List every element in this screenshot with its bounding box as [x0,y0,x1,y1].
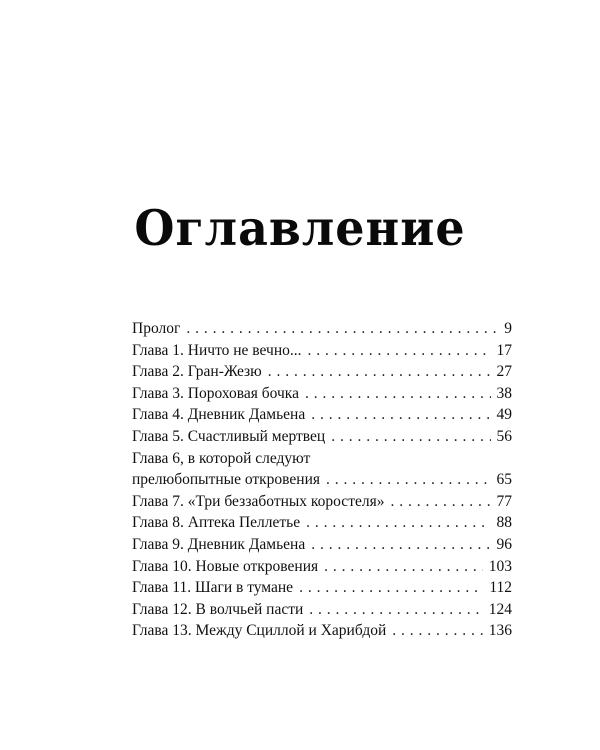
toc-entry-page: 38 [496,384,512,402]
toc-entry-page: 56 [496,427,512,445]
toc-entry-label: Глава 5. Счастливый мертвец [132,427,326,445]
toc-entry-page: 103 [488,557,512,575]
toc-entry-chapter-10 [132,556,512,578]
toc-entry-page: 17 [496,341,512,359]
toc-entry-page: 124 [488,600,512,618]
toc-entry-label: Глава 10. Новые откровения [132,557,319,575]
toc-entry-chapter-9 [132,534,512,556]
toc-entry-label: Глава 12. В волчьей пасти [132,600,304,618]
toc-entry-chapter-7 [132,491,512,513]
toc-entry-label: Глава 8. Аптека Пеллетье [132,514,301,532]
page-title: Оглавление [134,199,466,257]
toc-dot-leader [308,340,491,362]
toc-entry-label: Глава 4. Дневник Дамьена [132,406,306,424]
toc-entry-chapter-3 [132,383,512,405]
toc-entry-label: Пролог [132,320,181,337]
toc-entry-chapter-6 [132,448,512,491]
toc-dot-leader [306,512,490,534]
toc-entry-label: Глава 11. Шаги в тумане [132,579,294,597]
toc-dot-leader [299,577,483,599]
toc-entry-page: 112 [489,579,512,597]
toc-entry-label: прелюбопытные откровения [132,471,320,489]
toc-dot-leader [268,361,491,383]
toc-entry-chapter-13 [132,620,512,642]
toc-entry-label: Глава 13. Между Сциллой и Харибдой [132,622,387,640]
toc-entry-page: 49 [496,406,512,424]
toc-entry-chapter-8 [132,512,512,534]
toc-entry-label: Глава 9. Дневник Дамьена [132,535,306,553]
toc-entry-chapter-4 [132,404,512,426]
toc-dot-leader [311,404,490,426]
toc-entry-chapter-5 [132,426,512,448]
toc-entry-page: 96 [496,535,512,553]
toc-entry-prologue [132,318,512,340]
toc-entry-page: 88 [496,514,512,532]
toc-entry-page: 65 [496,471,512,489]
toc-dot-leader [326,469,491,491]
toc-entry-chapter-12 [132,599,512,621]
toc-entry-label: Глава 3. Пороховая бочка [132,384,299,402]
toc-entry-page: 136 [488,622,512,640]
toc-dot-leader [309,599,482,621]
toc-dot-leader [331,426,490,448]
toc-entry-label-line1: Глава 6, в которой следуют [132,449,311,467]
toc-entry-page: 27 [496,363,512,381]
toc-dot-leader [311,534,490,556]
toc-dot-leader [390,491,490,513]
toc-dot-leader [392,620,483,642]
toc-dot-leader [186,318,498,340]
toc-entry-chapter-11 [132,577,512,599]
toc-entry-label: Глава 1. Ничто не вечно... [132,341,302,359]
toc-dot-leader [324,556,483,578]
toc-entry-page: 77 [496,492,512,510]
toc-entry-chapter-1 [132,340,512,362]
toc-entry-chapter-2 [132,361,512,383]
toc-entry-label: Глава 7. «Три беззаботных коростеля» [132,492,385,510]
toc-entry-label: Глава 2. Гран-Жезю [132,363,262,381]
table-of-contents [132,318,512,642]
toc-entry-page: 9 [504,320,512,337]
toc-dot-leader [305,383,491,405]
